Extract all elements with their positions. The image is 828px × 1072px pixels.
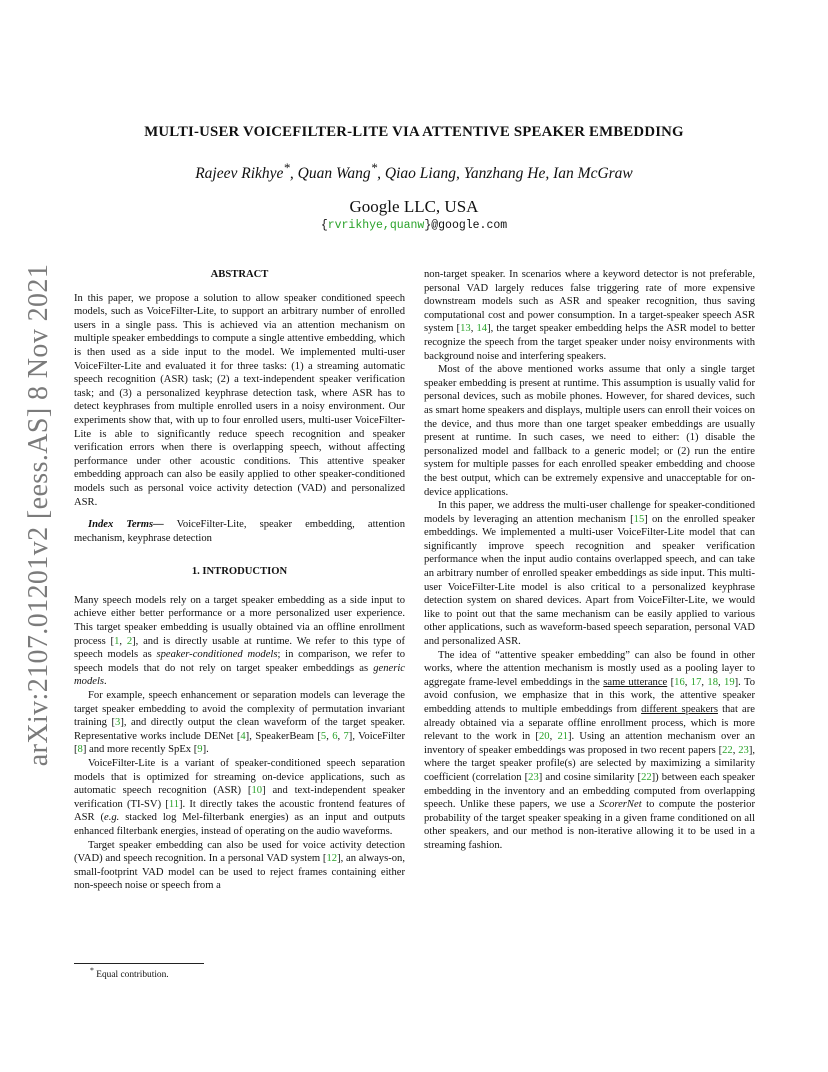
arxiv-sidebar: [18, 263, 60, 767]
citation-link[interactable]: 12: [326, 853, 338, 865]
citation-link[interactable]: 5: [320, 730, 327, 742]
citation-link[interactable]: 6: [332, 730, 338, 742]
citation-link[interactable]: 15: [633, 513, 645, 525]
citation-link[interactable]: 23: [528, 771, 539, 783]
citation-link[interactable]: 11: [168, 798, 180, 810]
intro-paragraph-1: Many speech models rely on a target speaker embedding as a side input to achieve either better performance or a more personalized user experience. This target speaker embedding is usually obtained via an offline enrollment process [1, 2], and is directly usable at runtime. We refer to this type of speech models as speaker-conditioned models; in comparison, we refer to speech models that do not rely on target speaker embeddings as generic models.: [74, 594, 405, 688]
intro-paragraph-6: In this paper, we address the multi-user challenge for speaker-conditioned models by leveraging an attention mechanism [15] on the enrolled speaker embeddings. We implemented a multi-user VoiceFilter-Lite model that can significantly improve speech recognition and speaker verification performance when the input audio contains overlapped speech, and can take an arbitrary number of enrolled speaker embeddings as side input. This multi-user VoiceFilter-Lite model is also critical to a personalized keyphrase detection system on shared devices. Apart from VoiceFilter-Lite, we would like to point out that the same mechanism can be easily applied to various other applications, such as waveform-based speech separation, personal VAD and personalized ASR.: [424, 500, 756, 648]
left-column: [74, 268, 405, 893]
abstract-heading: ABSTRACT: [210, 269, 269, 280]
author-email: {rvrikhye,quanw}@google.com: [320, 219, 508, 232]
citation-link[interactable]: 14: [476, 323, 488, 335]
citation-link[interactable]: 4: [240, 730, 246, 742]
citation-link[interactable]: 2: [126, 635, 133, 647]
citation-link[interactable]: 22: [641, 771, 652, 783]
citation-link[interactable]: 22: [722, 744, 733, 756]
intro-paragraph-7: The idea of “attentive speaker embedding” can also be found in other works, where the attention mechanism is mostly used as a pooling layer to aggregate frame-level embeddings in the same utterance [16, 17, 18, 19]. To avoid confusion, we emphasize that in this work, the attentive speaker embedding attends to multiple embeddings from different speakers that are already obtained via a separate offline enrollment process, which is more relevant to the work in [20, 21]. Using an attention mechanism over an inventory of speaker embeddings was proposed in two recent papers [22, 23], where the target speaker profile(s) are selected by maximizing a similarity coefficient (correlation [23] and cosine similarity [22]) between each speaker embedding in the inventory and an embedding computed from overlapping speech. Unlike these papers, we use a ScorerNet to compute the posterior probability of the target speaker speaking in a given frame conditioned on all other speakers, and our method is non-iterative allowing it to be used in a streaming fashion.: [424, 649, 756, 851]
footnote-divider: [74, 963, 204, 964]
intro-heading: 1. INTRODUCTION: [191, 566, 288, 578]
right-column: [424, 268, 755, 853]
citation-link[interactable]: 9: [197, 744, 203, 756]
citation-link[interactable]: 19: [724, 676, 735, 688]
paper-title: MULTI-USER VOICEFILTER-LITE VIA ATTENTIVE SPEAKER EMBEDDING: [144, 124, 684, 140]
intro-paragraph-4: Target speaker embedding can also be used for voice activity detection (VAD) and speech recognition. In a personal VAD system [12], an always-on, small-footprint VAD model can be used to reject frames containing either non-speech noise or speech from a: [74, 839, 405, 892]
intro-paragraph-2: For example, speech enhancement or separation models can leverage the target speaker embedding to avoid the complexity of permutation invariant training [3], and directly output the clean waveform of the target speaker. Representative works include DENet [4], SpeakerBeam [5, 6, 7], VoiceFilter [8] and more recently SpEx [9].: [74, 690, 406, 756]
intro-paragraph-4-continued: non-target speaker. In scenarios where a keyword detector is not preferable, personal VAD largely reduces false triggering rate of more expensive downstream models such as ASR and speaker recognition, thus saving computational cost and power consumption. In a target-speaker speech ASR system [13, 14], the target speaker embedding helps the ASR model to better recognize the speech from the target speaker under noisy environments with background noise and interfering speakers.: [424, 269, 755, 362]
citation-link[interactable]: 23: [738, 744, 749, 756]
citation-link[interactable]: 8: [77, 744, 83, 756]
citation-link[interactable]: 18: [707, 676, 718, 688]
citation-link[interactable]: 13: [460, 323, 471, 335]
footnote: * Equal contribution.: [90, 966, 169, 981]
abstract-text: In this paper, we propose a solution to allow speaker conditioned speech models, such as VoiceFilter-Lite, to support an arbitrary number of enrolled users in a single pass. This is achieved via an attention mechanism on multiple speaker embeddings to compute a single attentive embedding, which is then used as a side input to the model. We implemented multi-user VoiceFilter-Lite and evaluated it for three tasks: (1) a streaming automatic speech recognition (ASR) task; (2) a text-independent speaker verification task; and (3) a personalized keyphrase detection task, where ASR has to detect keyphrases from multiple enrolled users in a noisy environment. Our experiments show that, with up to four enrolled users, multi-user VoiceFilter-Lite is able to significantly reduce speech recognition and speaker verification errors when there is overlapping speech, without affecting performance under other acoustic conditions. This attentive speaker embedding approach can also be easily applied to other speaker-conditioned models such as personal voice activity detection (VAD) and personalized ASR.: [74, 292, 405, 508]
index-terms: Index Terms— VoiceFilter-Lite, speaker embedding, attention mechanism, keyphrase detection: [74, 519, 405, 544]
citation-link[interactable]: 7: [343, 730, 349, 742]
citation-link[interactable]: 17: [690, 676, 702, 688]
intro-paragraph-5: Most of the above mentioned works assume that only a single target speaker embedding is present at runtime. This assumption is usually valid for personal devices, such as mobile phones. However, for shared devices, such as smart home speakers and displays, multiple users can enroll their voices on the device, and thus more than one target speaker embeddings are usually present at runtime. In such cases, we need to either: (1) disable the personalized model and fallback to a generic model; or (2) run the entire system for multiple passes for each enrolled speaker embedding and choose the best output, which can be extremely expensive and unacceptable for on-device applications.: [424, 364, 755, 498]
citation-link[interactable]: 20: [538, 731, 550, 743]
arxiv-identifier: arXiv:2107.01201v2 [eess.AS] 8 Nov 2021: [23, 263, 54, 767]
email-link[interactable]: rvrikhye,quanw: [327, 219, 425, 232]
citation-link[interactable]: 21: [557, 731, 569, 743]
intro-paragraph-3: VoiceFilter-Lite is a variant of speaker-conditioned speech separation models that is optimized for streaming on-device applications, such as automatic speech recognition (ASR) [10] and text-independent speaker verification (TI-SV) [11]. It directly takes the acoustic frontend features of ASR (e.g. stacked log Mel-filterbank energies) as an input and outputs enhanced filterbank energies, instead of operating on the audio waveforms.: [74, 758, 405, 837]
citation-link[interactable]: 10: [251, 785, 263, 797]
citation-link[interactable]: 1: [114, 635, 120, 647]
citation-link[interactable]: 3: [115, 717, 121, 729]
affiliation: Google LLC, USA: [349, 197, 479, 216]
citation-link[interactable]: 16: [674, 676, 685, 688]
author-list: Rajeev Rikhye*, Quan Wang*, Qiao Liang, Yanzhang He, Ian McGraw: [195, 160, 633, 183]
